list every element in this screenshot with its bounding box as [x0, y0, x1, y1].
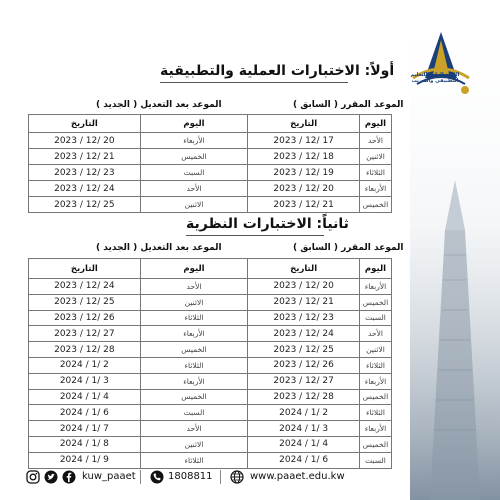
- old-date-cell: 2023 / 12/ 21: [248, 294, 360, 310]
- table-row: [29, 149, 392, 165]
- old-day-cell: الثلاثاء: [359, 165, 391, 181]
- old-day-cell: الخميس: [359, 294, 391, 310]
- new-day-cell: الأحد: [140, 181, 248, 197]
- old-date-cell: 2024 / 1/ 6: [248, 452, 360, 468]
- new-day-cell: الأربعاء: [140, 326, 248, 342]
- new-date-cell: 2024 / 1/ 9: [29, 452, 141, 468]
- table-row: [29, 279, 392, 295]
- phone-icon: [150, 470, 164, 484]
- table-row: [29, 165, 392, 181]
- section2-table: [28, 258, 392, 469]
- table-row: [29, 357, 392, 373]
- header-day: اليوم: [140, 115, 248, 133]
- section1-new-label: الموعد بعد التعديل ( الجديد ): [96, 100, 222, 110]
- old-day-cell: الأربعاء: [359, 373, 391, 389]
- instagram-icon[interactable]: [26, 470, 40, 484]
- old-day-cell: السبت: [359, 310, 391, 326]
- table-row: [29, 436, 392, 452]
- new-day-cell: الثلاثاء: [140, 357, 248, 373]
- header-date: التاريخ: [248, 115, 360, 133]
- old-date-cell: 2023 / 12/ 23: [248, 310, 360, 326]
- old-day-cell: الأربعاء: [359, 279, 391, 295]
- twitter-icon[interactable]: [44, 470, 58, 484]
- table-row: [29, 342, 392, 358]
- globe-icon: [230, 470, 244, 484]
- old-date-cell: 2023 / 12/ 21: [248, 197, 360, 213]
- new-date-cell: 2024 / 1/ 3: [29, 373, 141, 389]
- table-row: [29, 389, 392, 405]
- new-date-cell: 2023 / 12/ 25: [29, 197, 141, 213]
- new-day-cell: الأربعاء: [140, 133, 248, 149]
- new-day-cell: الخميس: [140, 389, 248, 405]
- table-row: [29, 181, 392, 197]
- table-row: [29, 294, 392, 310]
- new-day-cell: الخميس: [140, 149, 248, 165]
- new-date-cell: 2024 / 1/ 2: [29, 357, 141, 373]
- new-day-cell: الخميس: [140, 342, 248, 358]
- new-date-cell: 2023 / 12/ 20: [29, 133, 141, 149]
- new-date-cell: 2023 / 12/ 25: [29, 294, 141, 310]
- old-date-cell: 2023 / 12/ 17: [248, 133, 360, 149]
- section2-title-underline: [186, 235, 324, 236]
- old-date-cell: 2023 / 12/ 18: [248, 149, 360, 165]
- header-day: اليوم: [140, 259, 248, 279]
- new-day-cell: الاثنين: [140, 197, 248, 213]
- social-handle[interactable]: kuw_paaet: [82, 471, 136, 482]
- new-day-cell: الأربعاء: [140, 373, 248, 389]
- old-day-cell: الأحد: [359, 133, 391, 149]
- table-row: [29, 452, 392, 468]
- new-day-cell: الثلاثاء: [140, 310, 248, 326]
- table-row: [29, 310, 392, 326]
- footer-divider: [220, 470, 221, 484]
- old-date-cell: 2024 / 1/ 2: [248, 405, 360, 421]
- old-day-cell: السبت: [359, 452, 391, 468]
- old-date-cell: 2023 / 12/ 19: [248, 165, 360, 181]
- new-date-cell: 2024 / 1/ 8: [29, 436, 141, 452]
- new-day-cell: الاثنين: [140, 436, 248, 452]
- old-day-cell: الأحد: [359, 326, 391, 342]
- logo-caption: الهيئة العامة للتعليم التطبيقي والتدريب: [410, 72, 460, 84]
- old-date-cell: 2023 / 12/ 24: [248, 326, 360, 342]
- old-day-cell: الثلاثاء: [359, 357, 391, 373]
- new-date-cell: 2023 / 12/ 23: [29, 165, 141, 181]
- table-row: [29, 326, 392, 342]
- old-date-cell: 2024 / 1/ 4: [248, 436, 360, 452]
- section1-title-underline: [160, 82, 348, 83]
- new-date-cell: 2024 / 1/ 6: [29, 405, 141, 421]
- new-date-cell: 2023 / 12/ 21: [29, 149, 141, 165]
- old-day-cell: الأربعاء: [359, 181, 391, 197]
- old-date-cell: 2023 / 12/ 26: [248, 357, 360, 373]
- old-day-cell: الأربعاء: [359, 421, 391, 437]
- footer-divider: [140, 470, 141, 484]
- new-day-cell: الثلاثاء: [140, 452, 248, 468]
- paaet-logo: [405, 30, 477, 110]
- new-date-cell: 2023 / 12/ 24: [29, 181, 141, 197]
- old-date-cell: 2023 / 12/ 20: [248, 181, 360, 197]
- table-row: [29, 197, 392, 213]
- section1-table: [28, 114, 392, 213]
- new-day-cell: الاثنين: [140, 294, 248, 310]
- old-date-cell: 2023 / 12/ 20: [248, 279, 360, 295]
- section2-title: ثانياً: الاختبارات النظرية: [186, 216, 349, 232]
- section1-title: أولاً: الاختبارات العملية والتطبيقية: [160, 63, 395, 79]
- old-day-cell: الاثنين: [359, 342, 391, 358]
- new-date-cell: 2024 / 1/ 7: [29, 421, 141, 437]
- table-row: [29, 405, 392, 421]
- section1-old-label: الموعد المقرر ( السابق ): [293, 100, 404, 110]
- header-day: اليوم: [359, 115, 391, 133]
- old-day-cell: الخميس: [359, 436, 391, 452]
- new-date-cell: 2023 / 12/ 28: [29, 342, 141, 358]
- new-day-cell: الأحد: [140, 279, 248, 295]
- facebook-icon[interactable]: [62, 470, 76, 484]
- table-row: [29, 133, 392, 149]
- website-link[interactable]: www.paaet.edu.kw: [250, 471, 345, 482]
- header-date: التاريخ: [29, 115, 141, 133]
- old-day-cell: الاثنين: [359, 149, 391, 165]
- header-day: اليوم: [359, 259, 391, 279]
- old-day-cell: الخميس: [359, 197, 391, 213]
- table-row: [29, 421, 392, 437]
- new-day-cell: السبت: [140, 165, 248, 181]
- table-row: [29, 373, 392, 389]
- header-date: التاريخ: [248, 259, 360, 279]
- section2-new-label: الموعد بعد التعديل ( الجديد ): [96, 243, 222, 253]
- new-day-cell: السبت: [140, 405, 248, 421]
- old-date-cell: 2024 / 1/ 3: [248, 421, 360, 437]
- phone-number[interactable]: 1808811: [168, 471, 213, 482]
- old-date-cell: 2023 / 12/ 27: [248, 373, 360, 389]
- header-date: التاريخ: [29, 259, 141, 279]
- new-date-cell: 2023 / 12/ 27: [29, 326, 141, 342]
- old-date-cell: 2023 / 12/ 25: [248, 342, 360, 358]
- section2-old-label: الموعد المقرر ( السابق ): [293, 243, 404, 253]
- old-day-cell: الثلاثاء: [359, 405, 391, 421]
- new-date-cell: 2024 / 1/ 4: [29, 389, 141, 405]
- old-day-cell: الخميس: [359, 389, 391, 405]
- new-date-cell: 2023 / 12/ 24: [29, 279, 141, 295]
- old-date-cell: 2023 / 12/ 28: [248, 389, 360, 405]
- new-day-cell: الأحد: [140, 421, 248, 437]
- new-date-cell: 2023 / 12/ 26: [29, 310, 141, 326]
